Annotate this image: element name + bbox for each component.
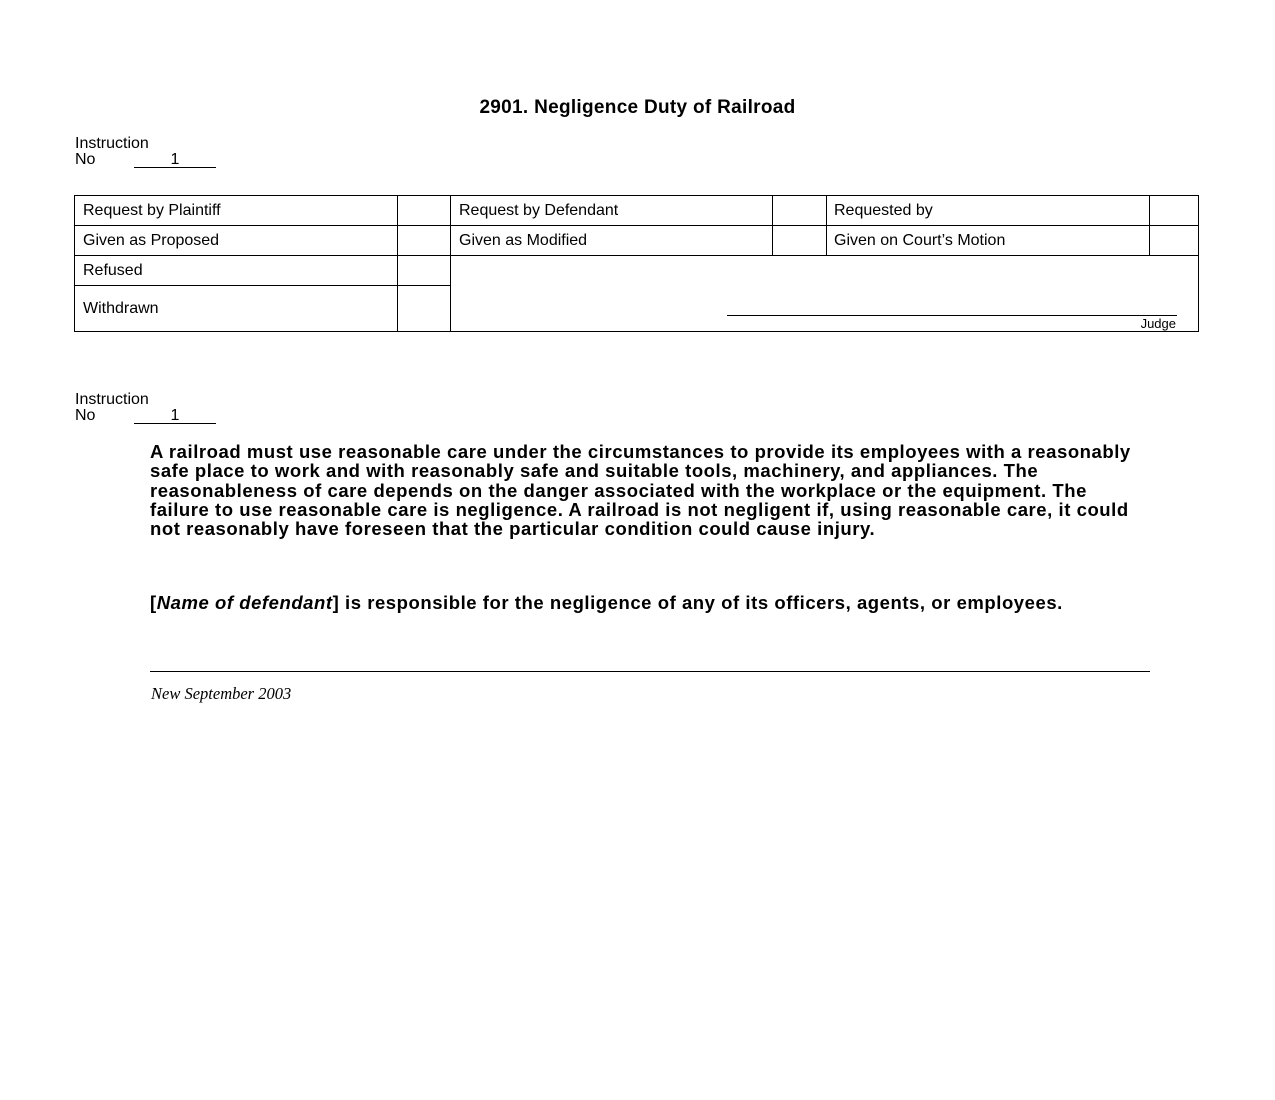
- given-on-courts-motion-label: Given on Court’s Motion: [834, 232, 1006, 249]
- table-divider: [75, 225, 1198, 226]
- instruction-number-value: 1: [170, 407, 180, 424]
- withdrawn-label: Withdrawn: [83, 300, 159, 317]
- refused-checkbox-cell[interactable]: [398, 256, 450, 285]
- instruction-number-field[interactable]: [134, 409, 216, 424]
- bracket-open: [: [150, 592, 157, 613]
- proposed-checkbox-cell[interactable]: [398, 226, 450, 255]
- instruction-label: Instruction: [75, 135, 149, 152]
- refused-label: Refused: [83, 262, 143, 279]
- body-paragraph-1: A railroad must use reasonable care under the circumstances to provide its employees with a reasonably safe place to work and with reasonably safe and suitable tools, machinery, and appliances. The reasonableness of care depends on the danger associated with the workplace or the equipment. The failure to use reasonable care is negligence. A railroad is not negligent if, using reasonable care, it could not reasonably have foreseen that the particular condition could cause injury.: [150, 441, 1131, 540]
- instruction-number-value: 1: [170, 151, 180, 168]
- modified-checkbox-cell[interactable]: [773, 226, 826, 255]
- table-divider: [75, 255, 1198, 256]
- paragraph-2-text: is responsible for the negligence of any of its officers, agents, or employees.: [339, 592, 1063, 613]
- given-as-proposed-label: Given as Proposed: [83, 232, 220, 249]
- given-as-modified-label: Given as Modified: [459, 232, 588, 249]
- request-by-plaintiff-label: Request by Plaintiff: [83, 202, 221, 219]
- document-title: 2901. Negligence Duty of Railroad: [479, 97, 796, 118]
- instruction-body: [150, 442, 1140, 538]
- withdrawn-checkbox-cell[interactable]: [398, 286, 450, 331]
- revision-note: New September 2003: [151, 684, 292, 703]
- court-motion-checkbox-cell[interactable]: [1150, 226, 1198, 255]
- request-by-defendant-label: Request by Defendant: [459, 202, 619, 219]
- instruction-disposition-table: [74, 195, 1199, 332]
- instruction-number-top: [75, 135, 180, 168]
- judge-signature-line[interactable]: [727, 315, 1177, 316]
- instruction-label: Instruction: [75, 391, 149, 408]
- table-divider: [450, 196, 451, 331]
- instruction-no-label: No: [75, 151, 96, 168]
- instruction-number-bottom: [75, 391, 180, 424]
- defendant-checkbox-cell[interactable]: [773, 196, 826, 225]
- defendant-name-placeholder: Name of defendant: [156, 592, 333, 613]
- body-paragraph-2: [150, 593, 1140, 612]
- instruction-body-2: [150, 593, 1140, 612]
- instruction-no-label: No: [75, 407, 96, 424]
- instruction-number-field[interactable]: [134, 153, 216, 168]
- table-divider: [826, 196, 827, 256]
- bracket-close: ]: [332, 592, 340, 613]
- footer-divider: [150, 671, 1150, 672]
- table-divider: [75, 285, 451, 286]
- judge-label: Judge: [1140, 316, 1176, 331]
- plaintiff-checkbox-cell[interactable]: [398, 196, 450, 225]
- requested-by-label: Requested by: [834, 202, 933, 219]
- requested-by-checkbox-cell[interactable]: [1150, 196, 1198, 225]
